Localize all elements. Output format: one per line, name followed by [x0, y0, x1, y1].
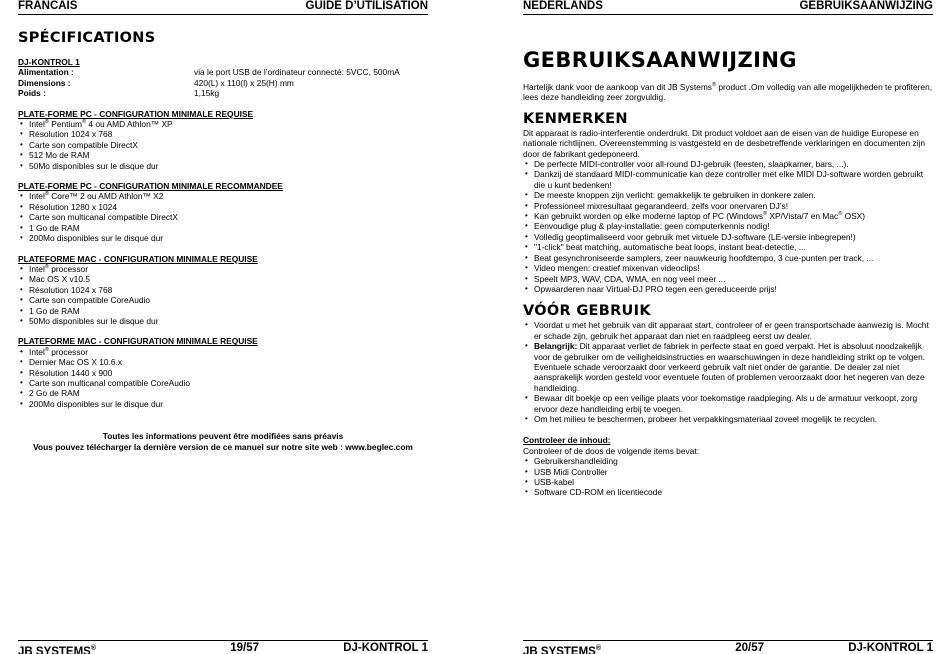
item-text: Bewaar dit boekje op een veilige plaats voor toekomstige raadpleging. Als u de armatuur verkoopt, zorg ervoor deze handleiding erbij te voegen. [534, 393, 918, 414]
page-header [18, 0, 428, 15]
spec-value: via le port USB de l’ordinateur connecté: 5VCC, 500mA [194, 67, 400, 78]
left-page [18, 0, 428, 654]
list-item: • Intel® processor [18, 264, 428, 274]
mac-min-title: PLATEFORME MAC - CONFIGURATION MINIMALE REQUISE [18, 253, 258, 264]
list-item: • De perfecte MIDI-controller voor all-round DJ-gebruik (feesten, slaapkamer, bars, ...). [523, 159, 933, 169]
spec-key: Alimentation : [18, 67, 74, 78]
list-item: • Professioneel mixresultaat gegarandeerd, zelfs voor onervaren DJ’s! [523, 201, 933, 211]
list-item: • USB-kabel [523, 477, 933, 487]
header-title: GEBRUIKSAANWIJZING [799, 0, 933, 12]
list-item: • Beat gesynchroniseerde samplers, zeer nauwkeurig hoofdtempo, 3 cue-punten per track, ... [523, 253, 933, 263]
main-title: GEBRUIKSAANWIJZING [523, 48, 797, 72]
list-item: • Opwaarderen naar Virtual-DJ PRO tegen een gereduceerde prijs! [523, 284, 933, 294]
item-text: Om het milieu te beschermen, probeer het verpakkingsmateriaal zoveel mogelijk te recyclen. [534, 413, 878, 424]
spec-row [18, 67, 428, 77]
list-item: • Dankzij de standaard MIDI-communicatie kan deze controller met elke MIDI DJ-software worden gebruikt die u kunt bedenken! [523, 169, 933, 190]
right-page [523, 0, 933, 654]
spec-key: Dimensions : [18, 77, 71, 88]
list-item: • Dernier Mac OS X 10.6.x [18, 357, 428, 367]
specifications-section [18, 30, 428, 452]
list-item: • Intel® Pentium® 4 ou AMD Athlon™ XP [18, 119, 428, 129]
intro-paragraph: Hartelijk dank voor de aankoop van dit JB Systems® product .Om volledig van alle mogelijkheden te profiteren, lees deze handleiding zeer zorgvuldig. [523, 82, 933, 103]
item-text: Voordat u met het gebruik van dit apparaat start, controleer of er geen transportschade aanwezig is. Mocht er schade zijn, gebruik het apparaat dan niet en raadpleeg eerst uw dealer. [534, 320, 929, 341]
spec-row [18, 88, 428, 98]
list-item [523, 341, 933, 393]
manual-section [523, 48, 933, 498]
section-title: SPÉCIFICATIONS [18, 30, 156, 46]
list-item: • "1-click" beat matching, automatische beat loops, instant beat-detectie, ... [523, 242, 933, 252]
list-item: • Gebruikershandleiding [523, 456, 933, 466]
list-item: • 200Mo disponibles sur le disque dur [18, 399, 428, 409]
before-use-list [523, 320, 933, 424]
list-item: • Intel® Core™ 2 ou AMD Athlon™ X2 [18, 191, 428, 201]
pc-rec-title: PLATE-FORME PC - CONFIGURATION MINIMALE RECOMMANDEE [18, 181, 283, 192]
list-item: • Eenvoudige plug & play-installatie: geen computerkennis nodig! [523, 221, 933, 231]
contents-list [523, 456, 933, 498]
list-item: • 1 Go de RAM [18, 306, 428, 316]
list-item: • Speelt MP3, WAV, CDA, WMA, en nog veel meer ... [523, 274, 933, 284]
spec-row [18, 78, 428, 88]
list-item: • 1 Go de RAM [18, 223, 428, 233]
page-number: 20/57 [735, 642, 765, 654]
pc-min-title: PLATE-FORME PC - CONFIGURATION MINIMALE REQUISE [18, 108, 254, 119]
bold-lead: Belangrijk: [534, 341, 578, 352]
header-language: NEDERLANDS [523, 0, 603, 12]
footer-model: DJ-KONTROL 1 [343, 642, 428, 654]
page-footer [18, 640, 428, 654]
list-item: • Résolution 1024 x 768 [18, 129, 428, 139]
before-use-title: VÓÓR GEBRUIK [523, 303, 651, 320]
list-item: • Carte son compatible DirectX [18, 140, 428, 150]
page-header [523, 0, 933, 15]
list-item: • Software CD-ROM en licentiecode [523, 487, 933, 497]
list-item: • 50Mo disponibles sur le disque dur [18, 161, 428, 171]
footer-model: DJ-KONTROL 1 [848, 642, 933, 654]
list-item [523, 320, 933, 341]
list-item: • Résolution 1024 x 768 [18, 285, 428, 295]
list-item: • 512 Mo de RAM [18, 150, 428, 160]
list-item: • Kan gebruikt worden op elke moderne laptop of PC (Windows® XP/Vista/7 en Mac® OSX) [523, 211, 933, 221]
list-item: • Mac OS X v10.5 [18, 274, 428, 284]
header-title: GUIDE D’UTILISATION [305, 0, 428, 12]
contents-intro: Controleer of de doos de volgende items bevat: [523, 445, 699, 456]
list-item: • Carte son multicanal compatible CoreAudio [18, 378, 428, 388]
pc-rec-list [18, 191, 428, 243]
footer-brand: JB SYSTEMS® [18, 645, 97, 654]
mac-rec-title: PLATEFORME MAC - CONFIGURATION MINIMALE REQUISE [18, 336, 258, 347]
features-title: KENMERKEN [523, 110, 628, 127]
page-footer [523, 640, 933, 654]
product-name: DJ-KONTROL 1 [18, 57, 80, 67]
item-text: Dit apparaat verliet de fabriek in perfecte staat en goed verpakt. Het is absoluut noodzakelijk voor de gebruiker om de veiligheidsinstructies en waarschuwingen in deze handleiding strikt op te volgen. Eventuele schade veroorzaakt door verkeerd gebruik valt niet onder de garantie. De dealer zal niet aansprakelijk worden gesteld voor eventuele fouten of problemen veroorzaakt door het negeren van deze handleiding. [534, 341, 926, 393]
list-item: • 200Mo disponibles sur le disque dur [18, 233, 428, 243]
list-item [523, 393, 933, 414]
list-item: • Carte son compatible CoreAudio [18, 295, 428, 305]
footer-brand: JB SYSTEMS® [523, 645, 602, 654]
list-item: • De meeste knoppen zijn verlicht: gemakkelijk te gebruiken in donkere zalen. [523, 190, 933, 200]
notice-text: Toutes les informations peuvent être modifiées sans préavis [102, 431, 344, 442]
list-item: • 50Mo disponibles sur le disque dur [18, 316, 428, 326]
contents-title: Controleer de inhoud: [523, 435, 611, 446]
header-language: FRANCAIS [18, 0, 78, 12]
features-list [523, 159, 933, 294]
mac-rec-list [18, 347, 428, 409]
spec-table [18, 67, 428, 98]
list-item [523, 414, 933, 424]
spec-key: Poids : [18, 88, 46, 99]
list-item: • Volledig geoptimaliseerd voor gebruik met virtuele DJ-software (LE-versie inbegrepen!) [523, 232, 933, 242]
pc-min-list [18, 119, 428, 171]
spec-value: 1,15kg [194, 88, 220, 99]
features-intro: Dit apparaat is radio-interferentie onderdrukt. Dit product voldoet aan de eisen van de huidige Europese en nationale richtlijnen. Overeenstemming is vastgesteld en de desbetreffende verklaringen en documenten zijn door de fabrikant gedeponeerd. [523, 127, 926, 159]
page-number: 19/57 [230, 642, 260, 654]
list-item: • Video mengen: creatief mixenvan videoclips! [523, 263, 933, 273]
download-notice: Vous pouvez télécharger la dernière version de ce manuel sur notre site web : www.beglec.com [33, 441, 413, 452]
list-item: • Résolution 1440 x 900 [18, 368, 428, 378]
list-item: • Résolution 1280 x 1024 [18, 202, 428, 212]
spec-value: 420(L) x 110(l) x 25(H) mm [194, 77, 294, 88]
list-item: • USB Midi Controller [523, 467, 933, 477]
list-item: • 2 Go de RAM [18, 388, 428, 398]
list-item: • Intel® processor [18, 347, 428, 357]
mac-min-list [18, 264, 428, 326]
list-item: • Carte son multicanal compatible DirectX [18, 212, 428, 222]
